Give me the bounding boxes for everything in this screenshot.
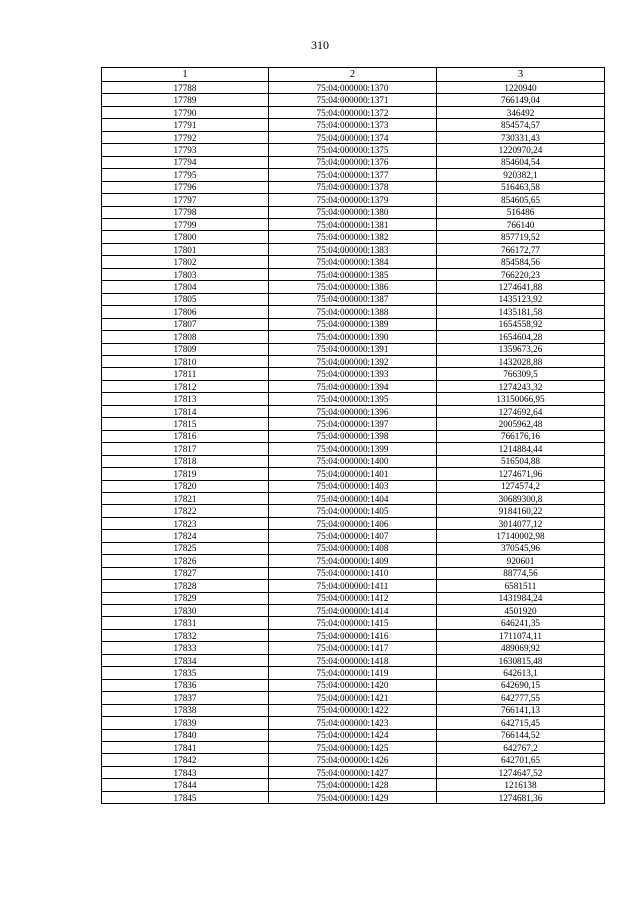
table-row <box>102 629 605 641</box>
cadastral-number-cell: 75:04:000000:1421 <box>269 692 437 704</box>
cadastral-number-cell: 75:04:000000:1375 <box>269 144 437 156</box>
row-number-cell: 17826 <box>102 555 269 567</box>
table-row <box>102 580 605 592</box>
row-number-cell: 17813 <box>102 393 269 405</box>
table-row <box>102 567 605 579</box>
table-row <box>102 505 605 517</box>
cadastral-number-cell: 75:04:000000:1377 <box>269 169 437 181</box>
cadastral-number-cell: 75:04:000000:1393 <box>269 368 437 380</box>
table-row <box>102 530 605 542</box>
cadastral-number-cell: 75:04:000000:1416 <box>269 629 437 641</box>
table-row <box>102 704 605 716</box>
row-number-cell: 17804 <box>102 281 269 293</box>
row-number-cell: 17792 <box>102 131 269 143</box>
data-table <box>101 67 605 804</box>
cadastral-number-cell: 75:04:000000:1417 <box>269 642 437 654</box>
row-number-cell: 17818 <box>102 455 269 467</box>
cadastral-number-cell: 75:04:000000:1407 <box>269 530 437 542</box>
row-number-cell: 17832 <box>102 629 269 641</box>
row-number-cell: 17802 <box>102 256 269 268</box>
value-cell: 346492 <box>437 106 605 118</box>
table-row <box>102 156 605 168</box>
value-cell: 4501920 <box>437 605 605 617</box>
row-number-cell: 17810 <box>102 355 269 367</box>
value-cell: 1654604,28 <box>437 331 605 343</box>
cadastral-number-cell: 75:04:000000:1429 <box>269 791 437 803</box>
value-cell: 766140 <box>437 218 605 230</box>
row-number-cell: 17791 <box>102 119 269 131</box>
value-cell: 1274681,36 <box>437 791 605 803</box>
value-cell: 1435123,92 <box>437 293 605 305</box>
cadastral-number-cell: 75:04:000000:1391 <box>269 343 437 355</box>
table-row <box>102 779 605 791</box>
cadastral-number-cell: 75:04:000000:1412 <box>269 592 437 604</box>
value-cell: 766220,23 <box>437 268 605 280</box>
row-number-cell: 17831 <box>102 617 269 629</box>
cadastral-number-cell: 75:04:000000:1392 <box>269 355 437 367</box>
cadastral-number-cell: 75:04:000000:1371 <box>269 94 437 106</box>
table-row <box>102 231 605 243</box>
value-cell: 1274574,2 <box>437 480 605 492</box>
row-number-cell: 17835 <box>102 667 269 679</box>
table-row <box>102 343 605 355</box>
table-row <box>102 243 605 255</box>
row-number-cell: 17807 <box>102 318 269 330</box>
column-header-3: 3 <box>437 68 605 82</box>
table-header-row <box>102 68 605 82</box>
cadastral-number-cell: 75:04:000000:1370 <box>269 82 437 94</box>
row-number-cell: 17829 <box>102 592 269 604</box>
table-row <box>102 194 605 206</box>
table-row <box>102 480 605 492</box>
table-row <box>102 318 605 330</box>
table-body <box>102 82 605 804</box>
row-number-cell: 17812 <box>102 380 269 392</box>
row-number-cell: 17817 <box>102 443 269 455</box>
value-cell: 1711074,11 <box>437 629 605 641</box>
cadastral-number-cell: 75:04:000000:1373 <box>269 119 437 131</box>
table-row <box>102 169 605 181</box>
value-cell: 1274671,96 <box>437 468 605 480</box>
table-row <box>102 268 605 280</box>
cadastral-number-cell: 75:04:000000:1383 <box>269 243 437 255</box>
cadastral-number-cell: 75:04:000000:1427 <box>269 766 437 778</box>
row-number-cell: 17834 <box>102 654 269 666</box>
row-number-cell: 17789 <box>102 94 269 106</box>
row-number-cell: 17788 <box>102 82 269 94</box>
cadastral-number-cell: 75:04:000000:1394 <box>269 380 437 392</box>
row-number-cell: 17797 <box>102 194 269 206</box>
cadastral-number-cell: 75:04:000000:1388 <box>269 306 437 318</box>
value-cell: 920601 <box>437 555 605 567</box>
table-row <box>102 405 605 417</box>
cadastral-number-cell: 75:04:000000:1385 <box>269 268 437 280</box>
table-row <box>102 281 605 293</box>
row-number-cell: 17821 <box>102 492 269 504</box>
row-number-cell: 17841 <box>102 742 269 754</box>
cadastral-number-cell: 75:04:000000:1381 <box>269 218 437 230</box>
value-cell: 13150066,95 <box>437 393 605 405</box>
table-row <box>102 729 605 741</box>
row-number-cell: 17830 <box>102 605 269 617</box>
cadastral-number-cell: 75:04:000000:1387 <box>269 293 437 305</box>
value-cell: 766172,77 <box>437 243 605 255</box>
table-row <box>102 455 605 467</box>
cadastral-number-cell: 75:04:000000:1425 <box>269 742 437 754</box>
cadastral-number-cell: 75:04:000000:1384 <box>269 256 437 268</box>
cadastral-number-cell: 75:04:000000:1397 <box>269 418 437 430</box>
value-cell: 6581511 <box>437 580 605 592</box>
cadastral-number-cell: 75:04:000000:1389 <box>269 318 437 330</box>
row-number-cell: 17799 <box>102 218 269 230</box>
value-cell: 766176,16 <box>437 430 605 442</box>
row-number-cell: 17815 <box>102 418 269 430</box>
row-number-cell: 17805 <box>102 293 269 305</box>
cadastral-number-cell: 75:04:000000:1395 <box>269 393 437 405</box>
value-cell: 854604,54 <box>437 156 605 168</box>
row-number-cell: 17824 <box>102 530 269 542</box>
table-row <box>102 181 605 193</box>
row-number-cell: 17842 <box>102 754 269 766</box>
cadastral-number-cell: 75:04:000000:1403 <box>269 480 437 492</box>
table-row <box>102 256 605 268</box>
table-row <box>102 654 605 666</box>
value-cell: 920382,1 <box>437 169 605 181</box>
row-number-cell: 17798 <box>102 206 269 218</box>
row-number-cell: 17790 <box>102 106 269 118</box>
cadastral-number-cell: 75:04:000000:1426 <box>269 754 437 766</box>
cadastral-number-cell: 75:04:000000:1422 <box>269 704 437 716</box>
value-cell: 642715,45 <box>437 717 605 729</box>
value-cell: 1359673,26 <box>437 343 605 355</box>
row-number-cell: 17794 <box>102 156 269 168</box>
row-number-cell: 17809 <box>102 343 269 355</box>
row-number-cell: 17837 <box>102 692 269 704</box>
cadastral-number-cell: 75:04:000000:1423 <box>269 717 437 729</box>
cadastral-number-cell: 75:04:000000:1380 <box>269 206 437 218</box>
table-row <box>102 679 605 691</box>
value-cell: 1220970,24 <box>437 144 605 156</box>
row-number-cell: 17800 <box>102 231 269 243</box>
row-number-cell: 17814 <box>102 405 269 417</box>
row-number-cell: 17827 <box>102 567 269 579</box>
cadastral-number-cell: 75:04:000000:1398 <box>269 430 437 442</box>
row-number-cell: 17828 <box>102 580 269 592</box>
row-number-cell: 17816 <box>102 430 269 442</box>
cadastral-number-cell: 75:04:000000:1390 <box>269 331 437 343</box>
value-cell: 642767,2 <box>437 742 605 754</box>
value-cell: 766309,5 <box>437 368 605 380</box>
value-cell: 30689300,8 <box>437 492 605 504</box>
cadastral-number-cell: 75:04:000000:1404 <box>269 492 437 504</box>
cadastral-number-cell: 75:04:000000:1418 <box>269 654 437 666</box>
value-cell: 1630815,48 <box>437 654 605 666</box>
value-cell: 1274243,32 <box>437 380 605 392</box>
row-number-cell: 17845 <box>102 791 269 803</box>
column-header-1: 1 <box>102 68 269 82</box>
cadastral-number-cell: 75:04:000000:1379 <box>269 194 437 206</box>
table-row <box>102 418 605 430</box>
table-row <box>102 94 605 106</box>
table-row <box>102 293 605 305</box>
value-cell: 1220940 <box>437 82 605 94</box>
cadastral-number-cell: 75:04:000000:1415 <box>269 617 437 629</box>
value-cell: 9184160,22 <box>437 505 605 517</box>
row-number-cell: 17806 <box>102 306 269 318</box>
page-number: 310 <box>311 38 329 52</box>
value-cell: 17140002,98 <box>437 530 605 542</box>
cadastral-number-cell: 75:04:000000:1386 <box>269 281 437 293</box>
value-cell: 646241,35 <box>437 617 605 629</box>
value-cell: 766144,52 <box>437 729 605 741</box>
table-row <box>102 380 605 392</box>
table-row <box>102 368 605 380</box>
cadastral-number-cell: 75:04:000000:1401 <box>269 468 437 480</box>
cadastral-number-cell: 75:04:000000:1410 <box>269 567 437 579</box>
row-number-cell: 17836 <box>102 679 269 691</box>
table-row <box>102 605 605 617</box>
value-cell: 88774,56 <box>437 567 605 579</box>
row-number-cell: 17823 <box>102 517 269 529</box>
table-row <box>102 82 605 94</box>
table-row <box>102 692 605 704</box>
value-cell: 1214884,44 <box>437 443 605 455</box>
value-cell: 857719,52 <box>437 231 605 243</box>
value-cell: 854584,56 <box>437 256 605 268</box>
row-number-cell: 17803 <box>102 268 269 280</box>
row-number-cell: 17801 <box>102 243 269 255</box>
table-row <box>102 754 605 766</box>
cadastral-number-cell: 75:04:000000:1382 <box>269 231 437 243</box>
table-row <box>102 119 605 131</box>
value-cell: 489069,92 <box>437 642 605 654</box>
value-cell: 854574,57 <box>437 119 605 131</box>
table-row <box>102 331 605 343</box>
row-number-cell: 17811 <box>102 368 269 380</box>
table-row <box>102 642 605 654</box>
cadastral-number-cell: 75:04:000000:1419 <box>269 667 437 679</box>
value-cell: 370545,96 <box>437 542 605 554</box>
value-cell: 1274641,88 <box>437 281 605 293</box>
row-number-cell: 17839 <box>102 717 269 729</box>
value-cell: 766149,04 <box>437 94 605 106</box>
table-row <box>102 468 605 480</box>
value-cell: 642613,1 <box>437 667 605 679</box>
table-row <box>102 306 605 318</box>
value-cell: 1432028,88 <box>437 355 605 367</box>
row-number-cell: 17793 <box>102 144 269 156</box>
row-number-cell: 17838 <box>102 704 269 716</box>
row-number-cell: 17840 <box>102 729 269 741</box>
table-row <box>102 617 605 629</box>
table-row <box>102 206 605 218</box>
row-number-cell: 17825 <box>102 542 269 554</box>
value-cell: 516486 <box>437 206 605 218</box>
value-cell: 642701,65 <box>437 754 605 766</box>
cadastral-number-cell: 75:04:000000:1424 <box>269 729 437 741</box>
row-number-cell: 17795 <box>102 169 269 181</box>
table-row <box>102 667 605 679</box>
value-cell: 1431984,24 <box>437 592 605 604</box>
cadastral-number-cell: 75:04:000000:1405 <box>269 505 437 517</box>
cadastral-number-cell: 75:04:000000:1428 <box>269 779 437 791</box>
value-cell: 642690,15 <box>437 679 605 691</box>
table-row <box>102 355 605 367</box>
table-row <box>102 555 605 567</box>
value-cell: 1435181,58 <box>437 306 605 318</box>
cadastral-number-cell: 75:04:000000:1378 <box>269 181 437 193</box>
row-number-cell: 17833 <box>102 642 269 654</box>
row-number-cell: 17822 <box>102 505 269 517</box>
value-cell: 2005962,48 <box>437 418 605 430</box>
table-row <box>102 717 605 729</box>
value-cell: 1274647,52 <box>437 766 605 778</box>
table-row <box>102 131 605 143</box>
cadastral-number-cell: 75:04:000000:1406 <box>269 517 437 529</box>
table-row <box>102 443 605 455</box>
value-cell: 730331,43 <box>437 131 605 143</box>
row-number-cell: 17796 <box>102 181 269 193</box>
value-cell: 1216138 <box>437 779 605 791</box>
table-row <box>102 592 605 604</box>
table-row <box>102 218 605 230</box>
table-row <box>102 791 605 803</box>
table-row <box>102 766 605 778</box>
row-number-cell: 17844 <box>102 779 269 791</box>
value-cell: 854605,65 <box>437 194 605 206</box>
cadastral-number-cell: 75:04:000000:1409 <box>269 555 437 567</box>
value-cell: 1274692,64 <box>437 405 605 417</box>
row-number-cell: 17808 <box>102 331 269 343</box>
table-row <box>102 492 605 504</box>
table-row <box>102 144 605 156</box>
value-cell: 516463,58 <box>437 181 605 193</box>
cadastral-number-cell: 75:04:000000:1414 <box>269 605 437 617</box>
value-cell: 516504,88 <box>437 455 605 467</box>
table-row <box>102 106 605 118</box>
cadastral-number-cell: 75:04:000000:1372 <box>269 106 437 118</box>
table-row <box>102 517 605 529</box>
row-number-cell: 17819 <box>102 468 269 480</box>
cadastral-number-cell: 75:04:000000:1374 <box>269 131 437 143</box>
cadastral-number-cell: 75:04:000000:1376 <box>269 156 437 168</box>
row-number-cell: 17843 <box>102 766 269 778</box>
cadastral-number-cell: 75:04:000000:1399 <box>269 443 437 455</box>
value-cell: 1654558,92 <box>437 318 605 330</box>
value-cell: 766141,13 <box>437 704 605 716</box>
table-row <box>102 430 605 442</box>
cadastral-number-cell: 75:04:000000:1396 <box>269 405 437 417</box>
cadastral-number-cell: 75:04:000000:1411 <box>269 580 437 592</box>
cadastral-number-cell: 75:04:000000:1400 <box>269 455 437 467</box>
cadastral-number-cell: 75:04:000000:1408 <box>269 542 437 554</box>
cadastral-number-cell: 75:04:000000:1420 <box>269 679 437 691</box>
value-cell: 3014077,12 <box>437 517 605 529</box>
table-row <box>102 742 605 754</box>
column-header-2: 2 <box>269 68 437 82</box>
table-row <box>102 393 605 405</box>
value-cell: 642777,55 <box>437 692 605 704</box>
table-row <box>102 542 605 554</box>
row-number-cell: 17820 <box>102 480 269 492</box>
